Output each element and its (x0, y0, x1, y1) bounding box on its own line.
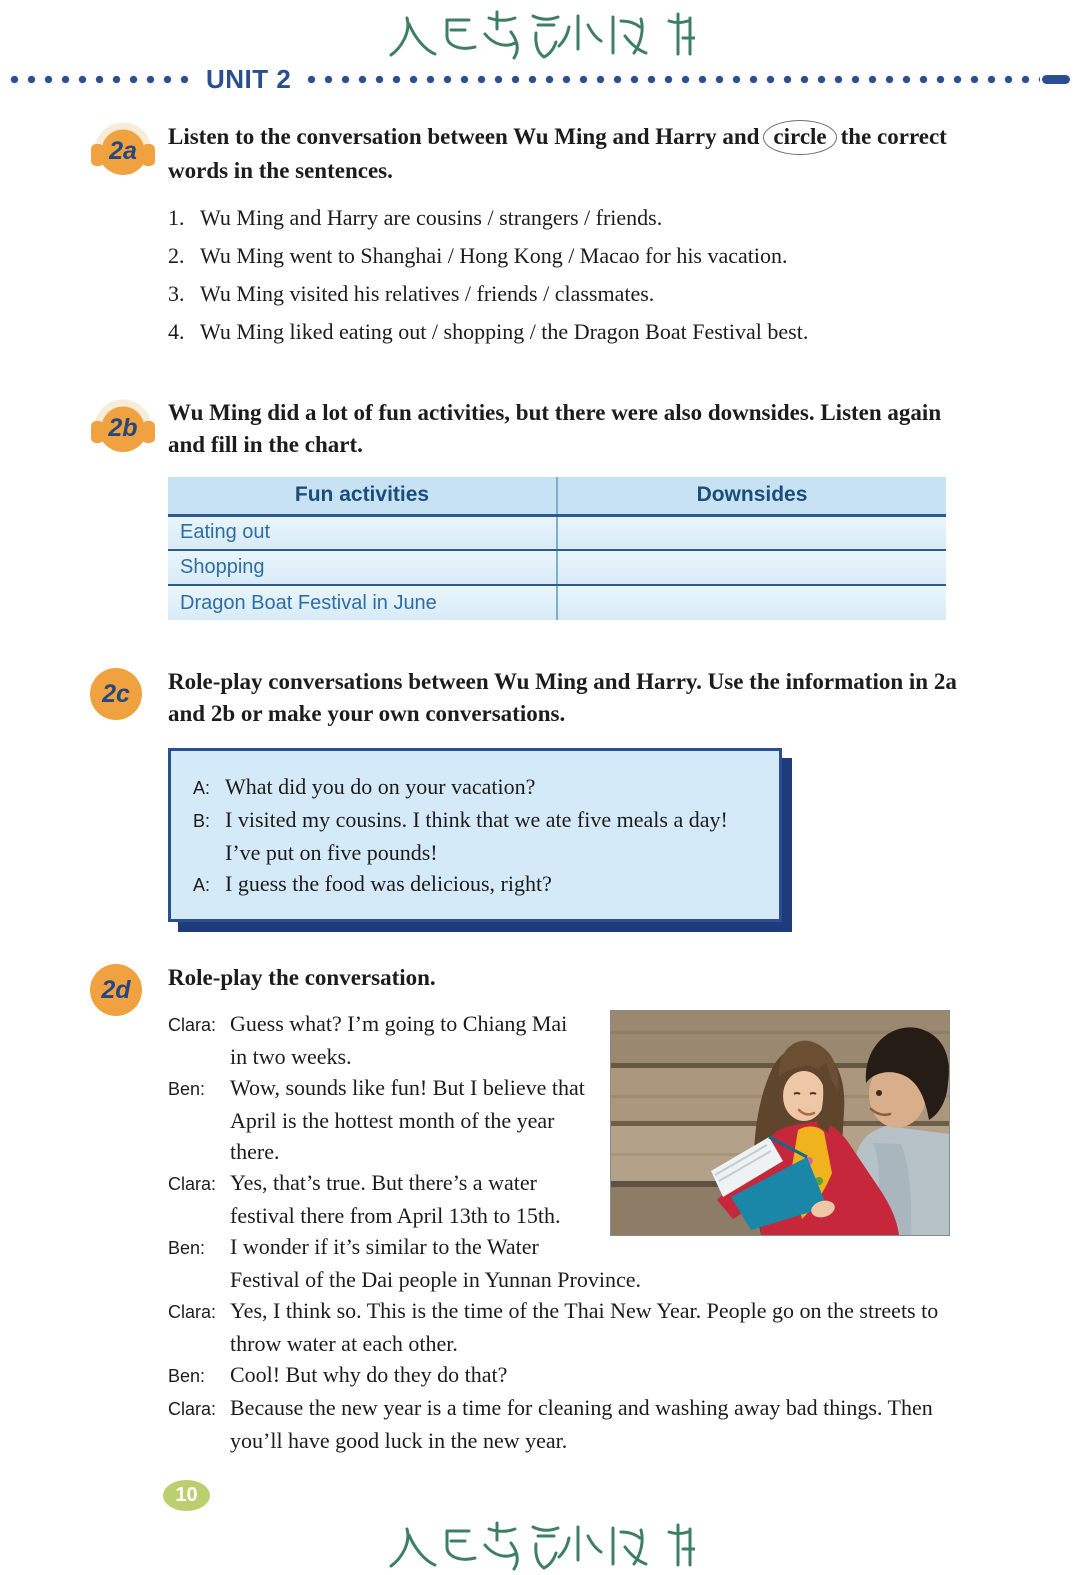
speaker-label: Clara: (168, 1399, 217, 1419)
instruction-2c: Role-play conversations between Wu Ming and Harry. Use the information in 2a and 2b or make your own conversations. (168, 669, 957, 726)
header (0, 0, 1080, 60)
publisher-logo-icon (385, 8, 695, 60)
item-text: Wu Ming and Harry are cousins / strangers / friends. (200, 205, 663, 230)
activity-cell: Dragon Boat Festival in June (168, 585, 557, 620)
dialog-text: I visited my cousins. I think that we ate five meals a day! I’ve put on five pounds! (225, 807, 728, 865)
item-text: Wu Ming liked eating out / shopping / the Dragon Boat Festival best. (200, 319, 809, 344)
dialog-text: What did you do on your vacation? (225, 774, 536, 799)
downside-cell-empty (557, 550, 946, 585)
item-number: 2. (168, 243, 185, 268)
instruction-2a-pre: Listen to the conversation between Wu Ming and Harry and (168, 124, 760, 149)
item-number: 4. (168, 319, 185, 344)
instruction-2b: Wu Ming did a lot of fun activities, but there were also downsides. Listen again and fill in the chart. (168, 400, 942, 457)
speaker-label: Clara: (168, 1015, 217, 1035)
table-row (168, 550, 946, 585)
badge-label: 2c (90, 668, 142, 720)
exercise-2d (0, 962, 1080, 1456)
dialog-text: Yes, I think so. This is the time of the Thai New Year. People go on the streets to throw water at each other. (230, 1298, 939, 1356)
speaker-label: B: (193, 811, 211, 831)
item-text: Wu Ming went to Shanghai / Hong Kong / Macao for his vacation. (200, 243, 788, 268)
list-item (168, 275, 982, 313)
footer (0, 1515, 1080, 1575)
rule-end-cap (1042, 75, 1070, 84)
instruction-2a (168, 120, 982, 187)
question-list (168, 199, 982, 351)
sample-dialog-box (168, 748, 782, 922)
item-number: 3. (168, 281, 185, 306)
table-row (168, 515, 946, 550)
activity-cell: Eating out (168, 515, 557, 550)
column-header-downsides: Downsides (557, 477, 946, 515)
exercise-2b-badge (90, 397, 168, 460)
dotted-rule-left (10, 75, 190, 84)
badge-label: 2a (109, 137, 137, 165)
conversation-2d (168, 1008, 950, 1456)
instruction-2d: Role-play the conversation. (168, 965, 436, 990)
headphones-icon (90, 391, 156, 455)
activity-cell: Shopping (168, 550, 557, 585)
item-text: Wu Ming visited his relatives / friends / classmates. (200, 281, 655, 306)
dialog-text: Yes, that’s true. But there’s a water festival there from April 13th to 15th. (230, 1170, 561, 1228)
fun-activities-table (168, 477, 946, 620)
dialog-line (168, 1231, 950, 1295)
speaker-label: A: (193, 875, 211, 895)
list-item (168, 199, 982, 237)
dialog-text: I guess the food was delicious, right? (225, 871, 552, 896)
headphones-icon (90, 114, 156, 178)
dialog-line (193, 868, 759, 901)
list-item (168, 237, 982, 275)
dialog-line (193, 804, 759, 868)
dialog-line (193, 771, 759, 804)
exercise-2a-badge (90, 120, 168, 183)
speaker-label: Ben: (168, 1079, 206, 1099)
downside-cell-empty (557, 515, 946, 550)
speaker-label: Ben: (168, 1238, 206, 1258)
dialog-text: I wonder if it’s similar to the Water Festival of the Dai people in Yunnan Province. (230, 1234, 641, 1292)
unit-rule (0, 63, 1080, 94)
publisher-logo-icon (385, 1519, 695, 1571)
exercise-2c (0, 666, 1080, 922)
dotted-rule-right (307, 75, 1040, 84)
page-number-badge: 10 (163, 1480, 210, 1511)
dialog-text: Wow, sounds like fun! But I believe that April is the hottest month of the year there. (230, 1075, 585, 1164)
students-photo (610, 1010, 950, 1236)
speaker-label: Clara: (168, 1174, 217, 1194)
exercise-2b (0, 397, 1080, 620)
item-number: 1. (168, 205, 185, 230)
badge-label: 2d (90, 964, 142, 1016)
speaker-label: A: (193, 778, 211, 798)
exercise-2c-badge (90, 666, 168, 720)
circled-word: circle (763, 120, 836, 155)
dialog-text: Guess what? I’m going to Chiang Mai in two weeks. (230, 1011, 568, 1069)
dialog-line (168, 1359, 950, 1392)
instruction-2a-post: the correct words in the sentences. (168, 124, 947, 183)
downside-cell-empty (557, 585, 946, 620)
list-item (168, 313, 982, 351)
dialog-text: Because the new year is a time for cleaning and washing away bad things. Then you’ll have good luck in the new year. (230, 1395, 933, 1453)
dialog-text: Cool! But why do they do that? (230, 1362, 508, 1387)
table-row (168, 585, 946, 620)
badge-label: 2b (108, 414, 138, 442)
dialog-line (168, 1295, 950, 1359)
column-header-fun-activities: Fun activities (168, 477, 557, 515)
speaker-label: Ben: (168, 1366, 206, 1386)
speaker-label: Clara: (168, 1302, 217, 1322)
exercise-2a (0, 120, 1080, 351)
dialog-line (168, 1392, 950, 1456)
exercise-2d-badge (90, 962, 168, 1016)
unit-label: UNIT 2 (206, 63, 292, 94)
